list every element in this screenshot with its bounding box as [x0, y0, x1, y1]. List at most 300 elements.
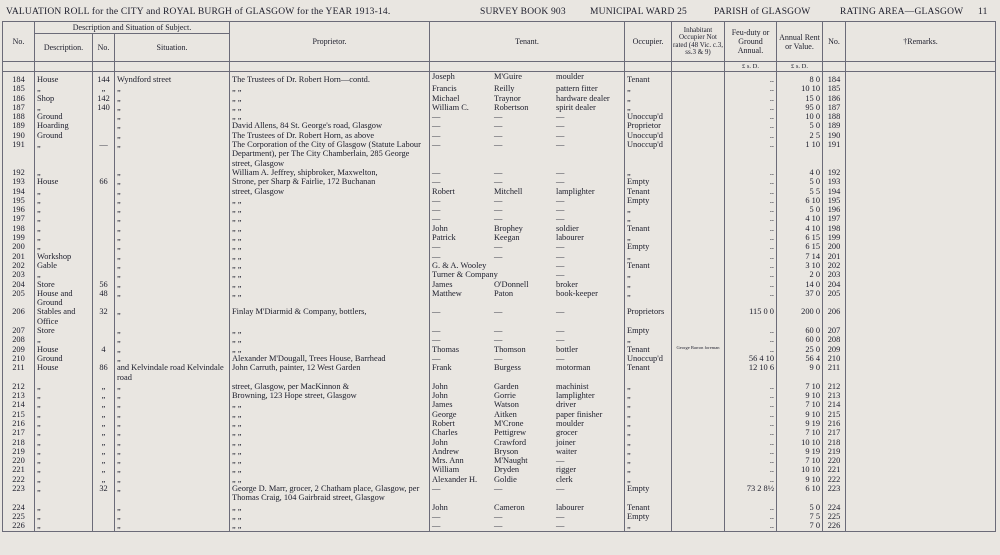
tenant-occupation: — [556, 270, 565, 280]
row-remarks [846, 177, 996, 186]
row-annual-rent: 4 10 [777, 214, 823, 223]
row-inhabitant [672, 391, 725, 400]
row-feu-duty: .. [725, 84, 777, 93]
row-number-right: 185 [823, 84, 846, 93]
tenant-forename: — [432, 121, 441, 131]
row-inhabitant [672, 465, 725, 474]
table-row [3, 410, 996, 419]
row-number: 210 [3, 354, 35, 363]
row-street-number: 142 [93, 94, 115, 103]
row-number-right: 187 [823, 103, 846, 112]
row-remarks [846, 94, 996, 103]
row-inhabitant [672, 121, 725, 130]
table-row [3, 242, 996, 251]
roll-title: VALUATION ROLL for the CITY and ROYAL BURGH of GLASGOW for the YEAR 1913-14. [6, 7, 391, 17]
row-tenant [430, 140, 625, 168]
row-inhabitant [672, 428, 725, 437]
row-inhabitant [672, 131, 725, 140]
col-inhabitant: Inhabitant Occupier Not rated (48 Vic. c.3, ss.3 & 9) [672, 22, 725, 62]
tenant-occupation: — [556, 130, 565, 140]
row-street-number [93, 326, 115, 335]
tenant-forename: — [432, 353, 441, 363]
row-proprietor: „ „ [230, 447, 430, 456]
tenant-occupation: — [556, 112, 565, 122]
row-street-number: 32 [93, 484, 115, 503]
row-situation: „ [115, 484, 230, 503]
row-street-number: „ [93, 475, 115, 484]
row-street-number: „ [93, 84, 115, 93]
row-situation: „ [115, 121, 230, 130]
row-annual-rent: 4 10 [777, 224, 823, 233]
row-annual-rent: 9 19 [777, 447, 823, 456]
row-proprietor: The Corporation of the City of Glasgow (Statute Labour Department), per The City Chamberlain, 285 George street, Glasgow [230, 140, 430, 168]
row-tenant [430, 131, 625, 140]
row-tenant [430, 400, 625, 409]
row-inhabitant: George Barron foreman [672, 345, 725, 354]
row-description: „ [35, 428, 93, 437]
row-tenant [430, 391, 625, 400]
table-row [3, 484, 996, 503]
row-number-right: 218 [823, 438, 846, 447]
tenant-forename: Alexander H. [432, 474, 478, 484]
table-row [3, 112, 996, 121]
row-description: „ [35, 391, 93, 400]
row-proprietor: „ „ [230, 261, 430, 270]
row-street-number [93, 512, 115, 521]
row-situation: „ [115, 475, 230, 484]
tenant-surname: Brophey [494, 223, 523, 233]
row-occupier: Tenant [625, 72, 672, 85]
tenant-forename: John [432, 391, 448, 401]
row-annual-rent: 7 14 [777, 252, 823, 261]
row-number: 192 [3, 168, 35, 177]
row-number-right: 195 [823, 196, 846, 205]
row-occupier: „ [625, 521, 672, 531]
row-proprietor: street, Glasgow, per MacKinnon & [230, 382, 430, 391]
row-feu-duty: .. [725, 391, 777, 400]
row-number: 212 [3, 382, 35, 391]
row-description: „ [35, 475, 93, 484]
row-street-number: 48 [93, 289, 115, 308]
row-remarks [846, 84, 996, 93]
row-proprietor: „ „ [230, 438, 430, 447]
col-feu: Feu-duty or Ground Annual. [725, 22, 777, 62]
row-inhabitant [672, 84, 725, 93]
row-occupier: Proprietors [625, 307, 672, 326]
row-description: House [35, 363, 93, 382]
row-tenant [430, 382, 625, 391]
row-proprietor: „ „ [230, 280, 430, 289]
tenant-forename: Thomas [432, 344, 459, 354]
row-tenant [430, 252, 625, 261]
row-tenant [430, 196, 625, 205]
tenant-occupation: motorman [556, 363, 591, 373]
row-tenant [430, 521, 625, 531]
row-number: 187 [3, 103, 35, 112]
row-remarks [846, 252, 996, 261]
tenant-surname: Cameron [494, 502, 525, 512]
row-street-number [93, 121, 115, 130]
row-annual-rent: 56 4 [777, 354, 823, 363]
tenant-forename: Robert [432, 186, 455, 196]
row-inhabitant [672, 196, 725, 205]
row-number: 204 [3, 280, 35, 289]
row-remarks [846, 205, 996, 214]
row-proprietor: The Trustees of Dr. Robert Horn, as above [230, 131, 430, 140]
col-tenant: Tenant. [430, 22, 625, 62]
row-number: 216 [3, 419, 35, 428]
row-tenant [430, 187, 625, 196]
col-proprietor: Proprietor. [230, 22, 430, 62]
tenant-occupation: — [556, 251, 565, 261]
tenant-forename: Patrick [432, 233, 456, 243]
row-annual-rent: 2 0 [777, 270, 823, 279]
row-street-number: — [93, 140, 115, 168]
row-annual-rent: 7 10 [777, 456, 823, 465]
row-inhabitant [672, 233, 725, 242]
row-number: 186 [3, 94, 35, 103]
row-situation: „ [115, 345, 230, 354]
row-proprietor: The Trustees of Dr. Robert Horn—contd. [230, 72, 430, 85]
tenant-forename: — [432, 205, 441, 215]
row-street-number [93, 354, 115, 363]
row-number-right: 217 [823, 428, 846, 437]
row-annual-rent: 5 0 [777, 503, 823, 512]
tenant-forename: — [432, 521, 441, 531]
row-situation: „ [115, 521, 230, 531]
row-inhabitant [672, 112, 725, 121]
row-situation: „ [115, 289, 230, 308]
row-number: 224 [3, 503, 35, 512]
row-number-right: 198 [823, 224, 846, 233]
tenant-surname: Dryden [494, 465, 520, 475]
row-situation: „ [115, 354, 230, 363]
row-proprietor: „ „ [230, 326, 430, 335]
table-row [3, 363, 996, 382]
row-situation: „ [115, 187, 230, 196]
tenant-surname: Garden [494, 381, 519, 391]
tenant-surname: — [494, 484, 503, 494]
tenant-occupation: — [556, 260, 565, 270]
table-row [3, 72, 996, 85]
row-description: „ [35, 84, 93, 93]
row-occupier: „ [625, 233, 672, 242]
table-row [3, 224, 996, 233]
row-inhabitant [672, 447, 725, 456]
tenant-forename: — [432, 112, 441, 122]
row-occupier: „ [625, 168, 672, 177]
tenant-forename: Matthew [432, 288, 462, 298]
row-remarks [846, 335, 996, 344]
tenant-surname: — [494, 214, 503, 224]
table-row [3, 400, 996, 409]
row-proprietor: „ „ [230, 196, 430, 205]
tenant-forename: G. & A. Wooley [432, 260, 487, 270]
row-description: „ [35, 447, 93, 456]
row-annual-rent: 6 15 [777, 242, 823, 251]
row-number-right: 201 [823, 252, 846, 261]
row-tenant [430, 84, 625, 93]
row-inhabitant [672, 475, 725, 484]
row-annual-rent: 200 0 [777, 307, 823, 326]
tenant-occupation: spirit dealer [556, 102, 596, 112]
row-proprietor: „ „ [230, 224, 430, 233]
row-street-number: 86 [93, 363, 115, 382]
row-situation: „ [115, 280, 230, 289]
table-row [3, 465, 996, 474]
row-description: Hoarding [35, 121, 93, 130]
row-remarks [846, 196, 996, 205]
row-remarks [846, 438, 996, 447]
row-description: Gable [35, 261, 93, 270]
row-occupier: Empty [625, 484, 672, 503]
row-street-number [93, 503, 115, 512]
row-remarks [846, 447, 996, 456]
row-inhabitant [672, 419, 725, 428]
row-number: 193 [3, 177, 35, 186]
row-number-right: 197 [823, 214, 846, 223]
tenant-occupation: broker [556, 279, 578, 289]
survey-book: SURVEY BOOK 903 [480, 7, 566, 17]
row-annual-rent: 60 0 [777, 335, 823, 344]
row-remarks [846, 103, 996, 112]
row-tenant [430, 512, 625, 521]
table-row [3, 307, 996, 326]
row-tenant [430, 456, 625, 465]
tenant-forename: — [432, 214, 441, 224]
row-occupier: „ [625, 447, 672, 456]
row-proprietor: „ „ [230, 270, 430, 279]
row-feu-duty: .. [725, 72, 777, 85]
row-tenant [430, 261, 625, 270]
row-number: 200 [3, 242, 35, 251]
tenant-forename: Robert [432, 418, 455, 428]
row-description: „ [35, 168, 93, 177]
row-number: 208 [3, 335, 35, 344]
row-number: 223 [3, 484, 35, 503]
row-description: „ [35, 205, 93, 214]
row-occupier: „ [625, 103, 672, 112]
row-proprietor: John Carruth, painter, 12 West Garden [230, 363, 430, 382]
municipal-ward: MUNICIPAL WARD 25 [590, 7, 688, 17]
row-feu-duty: .. [725, 345, 777, 354]
tenant-occupation: — [556, 307, 565, 317]
tenant-surname: Bryson [494, 446, 519, 456]
row-feu-duty: .. [725, 280, 777, 289]
row-number-right: 226 [823, 521, 846, 531]
row-number: 185 [3, 84, 35, 93]
row-occupier: Empty [625, 177, 672, 186]
row-proprietor: „ „ [230, 103, 430, 112]
row-situation: „ [115, 410, 230, 419]
row-inhabitant [672, 252, 725, 261]
row-description: „ [35, 214, 93, 223]
row-number-right: 223 [823, 484, 846, 503]
tenant-occupation: — [556, 511, 565, 521]
row-feu-duty: .. [725, 205, 777, 214]
table-row [3, 456, 996, 465]
table-row [3, 438, 996, 447]
row-street-number: 66 [93, 177, 115, 186]
tenant-surname: Crawford [494, 437, 527, 447]
row-proprietor: „ „ [230, 84, 430, 93]
row-occupier: Unoccup'd [625, 354, 672, 363]
row-remarks [846, 121, 996, 130]
row-occupier: „ [625, 438, 672, 447]
table-row [3, 419, 996, 428]
row-street-number: „ [93, 419, 115, 428]
row-situation: „ [115, 233, 230, 242]
row-annual-rent: 8 0 [777, 72, 823, 85]
tenant-occupation: machinist [556, 381, 589, 391]
row-tenant [430, 307, 625, 326]
row-description: „ [35, 512, 93, 521]
row-number-right: 190 [823, 131, 846, 140]
row-situation: „ [115, 456, 230, 465]
row-remarks [846, 280, 996, 289]
tenant-occupation: moulder [556, 418, 584, 428]
row-occupier: Proprietor [625, 121, 672, 130]
row-annual-rent: 37 0 [777, 289, 823, 308]
row-annual-rent: 5 0 [777, 121, 823, 130]
row-number-right: 200 [823, 242, 846, 251]
row-number: 184 [3, 72, 35, 85]
tenant-surname: — [494, 521, 503, 531]
row-proprietor: „ „ [230, 428, 430, 437]
row-remarks [846, 326, 996, 335]
page-number: 11 [978, 7, 988, 17]
row-remarks [846, 131, 996, 140]
row-number-right: 213 [823, 391, 846, 400]
tenant-forename: Joseph [432, 72, 455, 81]
table-row [3, 335, 996, 344]
row-inhabitant [672, 363, 725, 382]
row-annual-rent: 6 10 [777, 196, 823, 205]
rating-area: RATING AREA—GLASGOW [840, 7, 964, 17]
row-tenant [430, 465, 625, 474]
tenant-surname: O'Donnell [494, 279, 529, 289]
row-feu-duty: 12 10 6 [725, 363, 777, 382]
row-occupier: „ [625, 280, 672, 289]
row-tenant [430, 214, 625, 223]
row-feu-duty: 56 4 10 [725, 354, 777, 363]
row-feu-duty: .. [725, 187, 777, 196]
tenant-surname: Burgess [494, 363, 521, 373]
row-occupier: „ [625, 335, 672, 344]
table-row [3, 354, 996, 363]
row-number-right: 222 [823, 475, 846, 484]
tenant-surname: M'Guire [494, 72, 523, 81]
row-remarks [846, 187, 996, 196]
row-feu-duty: .. [725, 177, 777, 186]
table-row [3, 270, 996, 279]
tenant-forename: Michael [432, 93, 460, 103]
tenant-forename: John [432, 437, 448, 447]
row-inhabitant [672, 354, 725, 363]
row-proprietor: „ „ [230, 503, 430, 512]
parish: PARISH of GLASGOW [714, 7, 811, 17]
tenant-surname: Paton [494, 288, 514, 298]
row-street-number [93, 112, 115, 121]
row-number-right: 193 [823, 177, 846, 186]
row-inhabitant [672, 214, 725, 223]
row-street-number: „ [93, 438, 115, 447]
row-number: 211 [3, 363, 35, 382]
tenant-forename: — [432, 335, 441, 345]
row-number-right: 212 [823, 382, 846, 391]
table-row [3, 84, 996, 93]
row-occupier: Unoccup'd [625, 112, 672, 121]
col-situation: Situation. [115, 34, 230, 62]
row-street-number: 56 [93, 280, 115, 289]
row-annual-rent: 25 0 [777, 345, 823, 354]
row-occupier: Tenant [625, 261, 672, 270]
row-feu-duty: .. [725, 242, 777, 251]
row-street-number: „ [93, 400, 115, 409]
row-remarks [846, 484, 996, 503]
table-row [3, 214, 996, 223]
row-proprietor: „ „ [230, 252, 430, 261]
table-row [3, 131, 996, 140]
row-feu-duty: .. [725, 335, 777, 344]
row-feu-duty: .. [725, 261, 777, 270]
table-row [3, 121, 996, 130]
row-number: 197 [3, 214, 35, 223]
tenant-surname: — [494, 326, 503, 336]
row-number-right: 215 [823, 410, 846, 419]
row-feu-duty: .. [725, 475, 777, 484]
tenant-forename: — [432, 307, 441, 317]
row-number: 190 [3, 131, 35, 140]
row-proprietor: David Allens, 84 St. George's road, Glasgow [230, 121, 430, 130]
row-proprietor: „ „ [230, 512, 430, 521]
row-inhabitant [672, 438, 725, 447]
row-occupier: „ [625, 428, 672, 437]
row-situation: „ [115, 465, 230, 474]
valuation-table [2, 21, 996, 532]
row-proprietor: „ „ [230, 465, 430, 474]
row-description: „ [35, 465, 93, 474]
row-occupier: Tenant [625, 224, 672, 233]
row-inhabitant [672, 382, 725, 391]
row-feu-duty: .. [725, 503, 777, 512]
row-street-number: 144 [93, 72, 115, 85]
row-inhabitant [672, 307, 725, 326]
row-remarks [846, 270, 996, 279]
row-feu-duty: .. [725, 270, 777, 279]
row-number: 213 [3, 391, 35, 400]
row-description: „ [35, 419, 93, 428]
row-inhabitant [672, 177, 725, 186]
row-description: Ground [35, 354, 93, 363]
tenant-forename: Charles [432, 428, 458, 438]
row-street-number [93, 205, 115, 214]
tenant-occupation: waiter [556, 446, 577, 456]
table-row [3, 326, 996, 335]
tenant-occupation: — [556, 167, 565, 177]
row-tenant [430, 270, 625, 279]
row-description: „ [35, 382, 93, 391]
row-street-number [93, 131, 115, 140]
tenant-forename: Frank [432, 363, 452, 373]
row-description: Store [35, 280, 93, 289]
row-situation: „ [115, 168, 230, 177]
table-row [3, 94, 996, 103]
row-inhabitant [672, 205, 725, 214]
row-inhabitant [672, 94, 725, 103]
row-annual-rent: 7 10 [777, 428, 823, 437]
row-street-number: „ [93, 465, 115, 474]
